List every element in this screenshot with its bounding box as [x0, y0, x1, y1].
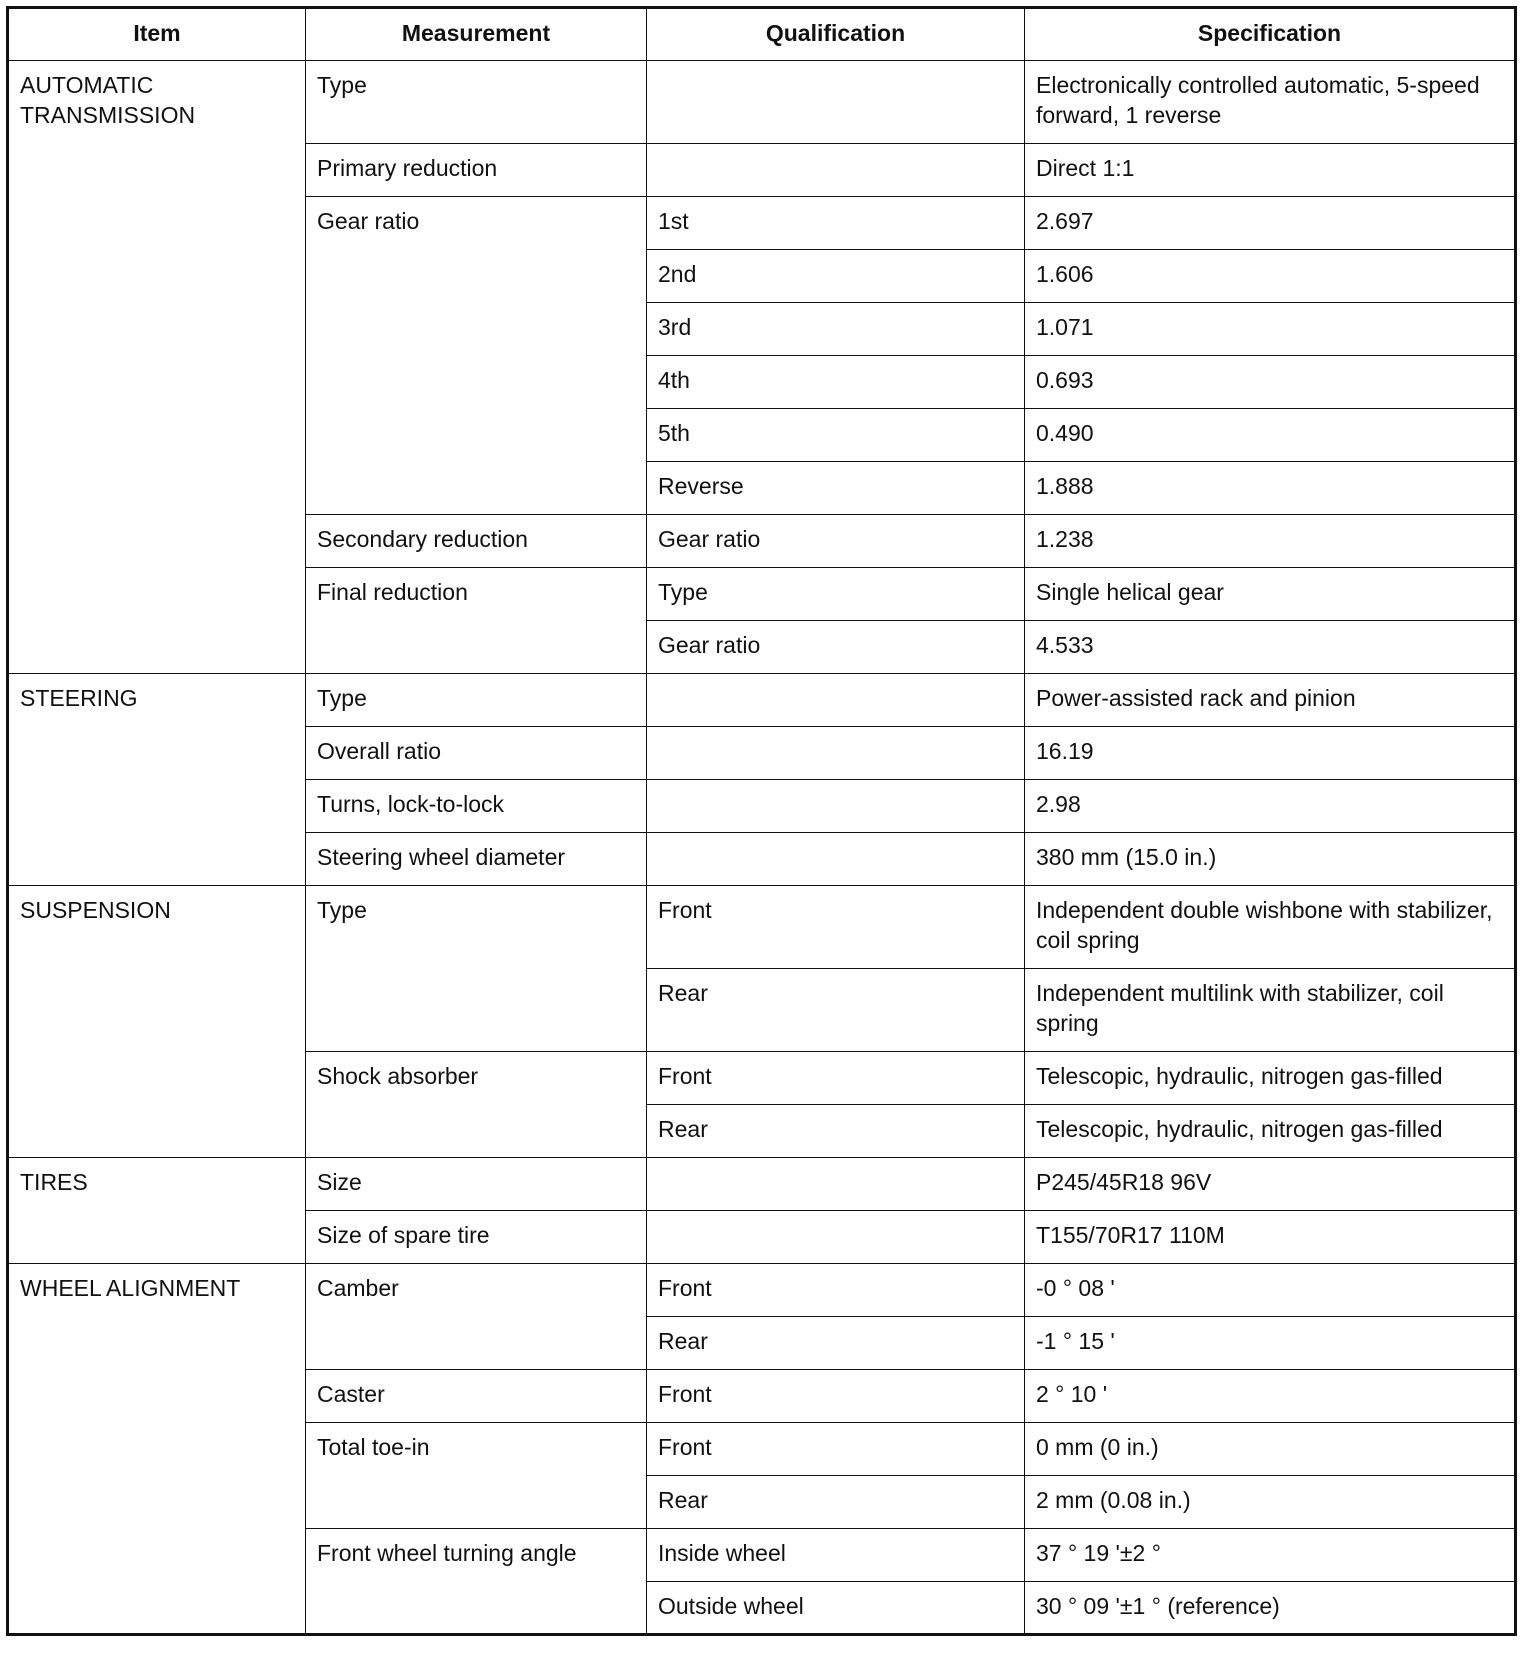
qualification-cell: 2nd	[647, 250, 1025, 303]
qualification-cell	[647, 1158, 1025, 1211]
measurement-cell: Overall ratio	[306, 727, 647, 780]
qualification-cell: Inside wheel	[647, 1529, 1025, 1582]
measurement-cell: Turns, lock-to-lock	[306, 780, 647, 833]
measurement-cell: Total toe-in	[306, 1423, 647, 1529]
qualification-cell: Front	[647, 1052, 1025, 1105]
measurement-cell: Camber	[306, 1264, 647, 1370]
specification-cell: P245/45R18 96V	[1025, 1158, 1516, 1211]
specification-cell: 0.490	[1025, 409, 1516, 462]
specification-cell: 2.697	[1025, 197, 1516, 250]
header-measurement: Measurement	[306, 8, 647, 61]
specification-cell: Telescopic, hydraulic, nitrogen gas-filled	[1025, 1105, 1516, 1158]
specification-cell: 16.19	[1025, 727, 1516, 780]
qualification-cell	[647, 144, 1025, 197]
specification-cell: 2 ° 10 '	[1025, 1370, 1516, 1423]
qualification-cell	[647, 833, 1025, 886]
qualification-cell: Front	[647, 1370, 1025, 1423]
measurement-cell: Secondary reduction	[306, 515, 647, 568]
qualification-cell: Rear	[647, 1105, 1025, 1158]
specifications-table	[6, 6, 1517, 1636]
qualification-cell	[647, 727, 1025, 780]
group-automatic-transmission: AUTOMATIC TRANSMISSION	[8, 61, 306, 674]
specification-cell: Power-assisted rack and pinion	[1025, 674, 1516, 727]
group-tires: TIRES	[8, 1158, 306, 1264]
qualification-cell	[647, 61, 1025, 144]
specification-cell: 0 mm (0 in.)	[1025, 1423, 1516, 1476]
table-row	[8, 1158, 1516, 1211]
specification-cell: Single helical gear	[1025, 568, 1516, 621]
specification-cell: 1.238	[1025, 515, 1516, 568]
header-row	[8, 8, 1516, 61]
qualification-cell: Front	[647, 1423, 1025, 1476]
measurement-cell: Front wheel turning angle	[306, 1529, 647, 1635]
measurement-cell: Final reduction	[306, 568, 647, 674]
measurement-cell: Shock absorber	[306, 1052, 647, 1158]
measurement-cell: Type	[306, 674, 647, 727]
qualification-cell: Rear	[647, 1476, 1025, 1529]
specification-cell: 4.533	[1025, 621, 1516, 674]
qualification-cell: Reverse	[647, 462, 1025, 515]
specification-cell: T155/70R17 110M	[1025, 1211, 1516, 1264]
qualification-cell: Front	[647, 886, 1025, 969]
header-specification: Specification	[1025, 8, 1516, 61]
specification-cell: 2.98	[1025, 780, 1516, 833]
measurement-cell: Size	[306, 1158, 647, 1211]
measurement-cell: Gear ratio	[306, 197, 647, 515]
specification-cell: 2 mm (0.08 in.)	[1025, 1476, 1516, 1529]
qualification-cell: Type	[647, 568, 1025, 621]
specification-cell: Independent double wishbone with stabilizer, coil spring	[1025, 886, 1516, 969]
qualification-cell: 1st	[647, 197, 1025, 250]
qualification-cell: Front	[647, 1264, 1025, 1317]
specification-cell: Independent multilink with stabilizer, coil spring	[1025, 969, 1516, 1052]
qualification-cell	[647, 780, 1025, 833]
measurement-cell: Type	[306, 886, 647, 1052]
specification-cell: Direct 1:1	[1025, 144, 1516, 197]
group-steering: STEERING	[8, 674, 306, 886]
qualification-cell: Outside wheel	[647, 1582, 1025, 1635]
specification-cell: Electronically controlled automatic, 5-speed forward, 1 reverse	[1025, 61, 1516, 144]
measurement-cell: Steering wheel diameter	[306, 833, 647, 886]
qualification-cell: Gear ratio	[647, 515, 1025, 568]
table-row	[8, 886, 1516, 969]
qualification-cell: 3rd	[647, 303, 1025, 356]
specification-cell: 37 ° 19 '±2 °	[1025, 1529, 1516, 1582]
qualification-cell: 5th	[647, 409, 1025, 462]
table-row	[8, 674, 1516, 727]
specification-cell: 1.888	[1025, 462, 1516, 515]
header-item: Item	[8, 8, 306, 61]
specification-cell: 0.693	[1025, 356, 1516, 409]
qualification-cell	[647, 1211, 1025, 1264]
measurement-cell: Primary reduction	[306, 144, 647, 197]
table-row	[8, 1264, 1516, 1317]
specification-cell: 1.071	[1025, 303, 1516, 356]
header-qualification: Qualification	[647, 8, 1025, 61]
qualification-cell	[647, 674, 1025, 727]
measurement-cell: Size of spare tire	[306, 1211, 647, 1264]
qualification-cell: 4th	[647, 356, 1025, 409]
specification-cell: -0 ° 08 '	[1025, 1264, 1516, 1317]
group-wheel-alignment: WHEEL ALIGNMENT	[8, 1264, 306, 1635]
specification-cell: -1 ° 15 '	[1025, 1317, 1516, 1370]
qualification-cell: Rear	[647, 1317, 1025, 1370]
measurement-cell: Type	[306, 61, 647, 144]
qualification-cell: Rear	[647, 969, 1025, 1052]
specification-cell: Telescopic, hydraulic, nitrogen gas-filled	[1025, 1052, 1516, 1105]
specification-cell: 30 ° 09 '±1 ° (reference)	[1025, 1582, 1516, 1635]
qualification-cell: Gear ratio	[647, 621, 1025, 674]
specification-cell: 380 mm (15.0 in.)	[1025, 833, 1516, 886]
measurement-cell: Caster	[306, 1370, 647, 1423]
specification-cell: 1.606	[1025, 250, 1516, 303]
table-row	[8, 61, 1516, 144]
group-suspension: SUSPENSION	[8, 886, 306, 1158]
